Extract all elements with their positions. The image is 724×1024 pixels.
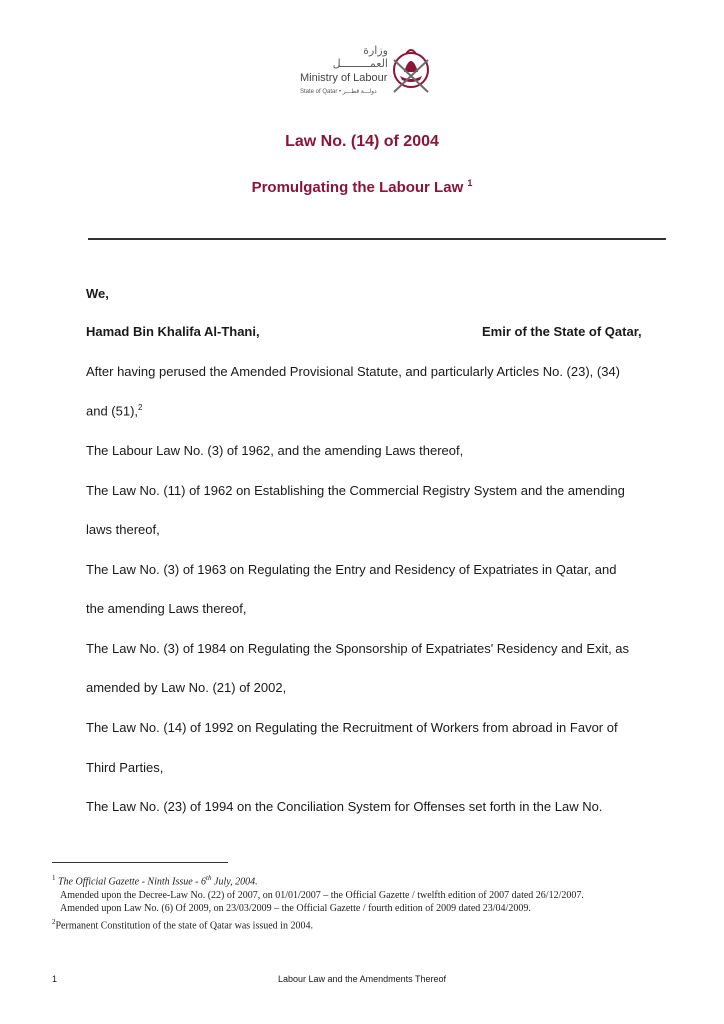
preamble-line: the amending Laws thereof,: [86, 601, 247, 616]
preamble-line: The Law No. (23) of 1994 on the Conciliation System for Offenses set forth in the Law No.: [86, 799, 603, 814]
ruler-name: Hamad Bin Khalifa Al-Thani,: [86, 324, 260, 339]
ruler-title: Emir of the State of Qatar,: [482, 324, 642, 339]
logo-arabic-text: وزارة العمـــــــــل: [332, 44, 388, 70]
footnote-number: 1: [52, 874, 56, 882]
logo-english-text: Ministry of Labour: [300, 72, 388, 84]
logo-subtitle: State of Qatar • دولـــة قطـــر: [300, 89, 377, 95]
footnote-ordinal: th: [206, 874, 212, 882]
ministry-logo: [298, 42, 438, 100]
footnote-text: Permanent Constitution of the state of Qatar was issued in 2004.: [55, 920, 313, 932]
footnote-amendment: Amended upon Law No. (6) Of 2009, on 23/03/2009 – the Official Gazette / fourth edition of 2009 dated 23/04/2009.: [60, 903, 531, 915]
law-title: Law No. (14) of 2004: [285, 133, 439, 150]
footnote-divider: [52, 862, 228, 863]
footnote-ref-2: 2: [138, 403, 143, 412]
preamble-line: Third Parties,: [86, 760, 164, 775]
preamble-line: The Labour Law No. (3) of 1962, and the amending Laws thereof,: [86, 443, 464, 458]
footnote-2: [52, 916, 712, 933]
footnote-text: The Official Gazette - Ninth Issue - 6: [58, 876, 207, 888]
preamble-line: The Law No. (3) of 1963 on Regulating the Entry and Residency of Expatriates in Qatar, and: [86, 562, 617, 577]
page-number: 1: [52, 974, 58, 984]
law-subtitle: [0, 178, 724, 196]
preamble-line: The Law No. (3) of 1984 on Regulating the Sponsorship of Expatriates' Residency and Exit, as: [86, 641, 630, 656]
preamble-line: amended by Law No. (21) of 2002,: [86, 680, 287, 695]
preamble-line: [86, 403, 143, 418]
preamble-line-text: and (51),: [86, 403, 139, 419]
title-divider: [88, 238, 666, 240]
running-footer: Labour Law and the Amendments Thereof: [278, 974, 446, 984]
subtitle-text: Promulgating the Labour Law: [251, 179, 464, 196]
qatar-emblem-icon: [386, 42, 436, 100]
preamble-we: We,: [86, 286, 109, 301]
footnote-ref-1: 1: [467, 178, 473, 188]
footnote-amendment: Amended upon the Decree-Law No. (22) of 2007, on 01/01/2007 – the Official Gazette / twelfth edition of 2007 dated 26/12/2007.: [60, 889, 584, 901]
footnotes: [52, 872, 712, 933]
preamble-line: The Law No. (14) of 1992 on Regulating the Recruitment of Workers from abroad in Favor of: [86, 720, 618, 735]
preamble-line: After having perused the Amended Provisional Statute, and particularly Articles No. (23), (34): [86, 364, 621, 379]
footnote-1: [52, 872, 712, 889]
footnote-number: 2: [52, 917, 56, 926]
preamble-line: laws thereof,: [86, 522, 160, 537]
preamble-line: The Law No. (11) of 1962 on Establishing the Commercial Registry System and the amending: [86, 483, 625, 498]
footnote-text: July, 2004.: [211, 876, 258, 888]
